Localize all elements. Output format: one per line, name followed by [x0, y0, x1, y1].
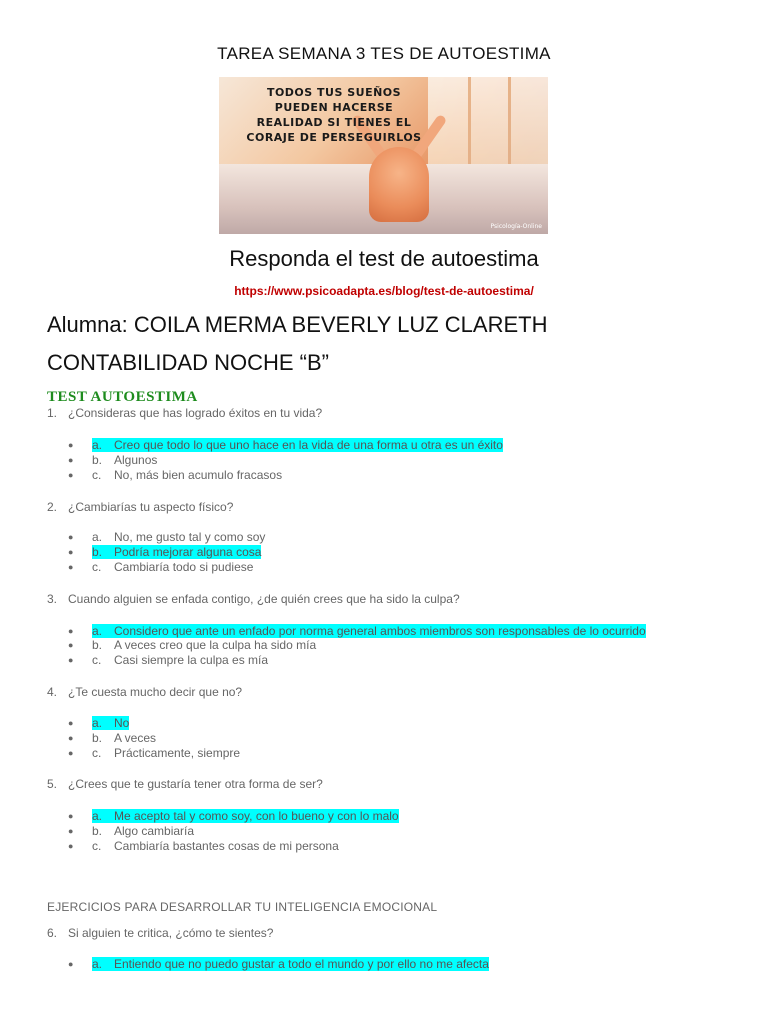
option-highlight [92, 624, 646, 638]
question-number: 2. [47, 500, 58, 514]
option-letter: a. [92, 957, 103, 971]
option-letter: a. [92, 809, 103, 823]
bullet-icon: ● [68, 470, 74, 480]
bullet-icon: ● [68, 547, 74, 557]
bullet-icon: ● [68, 655, 74, 665]
option-text: A veces [114, 731, 157, 745]
option-highlight [92, 438, 503, 452]
question-3 [47, 592, 460, 606]
bullet-icon: ● [68, 811, 74, 821]
bullet-icon: ● [68, 959, 74, 969]
question-number: 3. [47, 592, 58, 606]
option-3b [68, 638, 316, 653]
option-text: Considero que ante un enfado por norma general ambos miembros son responsables de lo ocurrido [114, 624, 646, 638]
question-text: ¿Consideras que has logrado éxitos en tu vida? [68, 406, 323, 420]
image-credit: Psicología-Online [490, 223, 542, 230]
document-title: TAREA SEMANA 3 TES DE AUTOESTIMA [217, 44, 551, 63]
option-text: Prácticamente, siempre [114, 746, 241, 760]
question-text: ¿Te cuesta mucho decir que no? [68, 685, 243, 699]
image-caption-line: PUEDEN HACERSE [274, 101, 394, 114]
option-6a [68, 957, 489, 972]
option-1c [68, 468, 282, 483]
option-text: Podría mejorar alguna cosa [114, 545, 262, 559]
bullet-icon: ● [68, 626, 74, 636]
option-2c [68, 560, 253, 575]
option-letter: a. [92, 438, 103, 452]
option-text: Cambiaría todo si pudiese [114, 560, 254, 574]
option-letter: c. [92, 468, 102, 482]
student-name: Alumna: COILA MERMA BEVERLY LUZ CLARETH [47, 312, 548, 337]
bullet-icon: ● [68, 733, 74, 743]
question-1 [47, 406, 322, 420]
option-4a [68, 716, 129, 731]
option-letter: b. [92, 453, 103, 467]
option-letter: b. [92, 731, 103, 745]
question-5 [47, 777, 323, 791]
option-2a [68, 530, 265, 545]
bullet-icon: ● [68, 455, 74, 465]
option-highlight [92, 957, 489, 971]
option-text: Algo cambiaría [114, 824, 195, 838]
option-text: Cambiaría bastantes cosas de mi persona [114, 839, 339, 853]
option-1b [68, 453, 157, 468]
bullet-icon: ● [68, 532, 74, 542]
section-title: TEST AUTOESTIMA [47, 389, 198, 405]
section-2-title: EJERCICIOS PARA DESARROLLAR TU INTELIGENCIA EMOCIONAL [47, 900, 438, 914]
bullet-icon: ● [68, 718, 74, 728]
question-6 [47, 926, 273, 940]
option-letter: c. [92, 839, 102, 853]
motivational-image [219, 77, 548, 234]
option-text: No, más bien acumulo fracasos [114, 468, 283, 482]
option-text: A veces creo que la culpa ha sido mía [114, 638, 317, 652]
option-text: Creo que todo lo que uno hace en la vida de una forma u otra es un éxito [114, 438, 503, 452]
option-highlight [92, 809, 399, 823]
option-letter: a. [92, 530, 103, 544]
question-number: 6. [47, 926, 58, 940]
question-2 [47, 500, 233, 514]
option-text: Me acepto tal y como soy, con lo bueno y con lo malo [114, 809, 399, 823]
question-number: 5. [47, 777, 58, 791]
option-text: Algunos [114, 453, 158, 467]
option-letter: b. [92, 824, 103, 838]
option-1a [68, 438, 503, 453]
option-3c [68, 653, 268, 668]
option-letter: c. [92, 560, 102, 574]
question-number: 1. [47, 406, 58, 420]
bullet-icon: ● [68, 826, 74, 836]
option-2b [68, 545, 261, 560]
question-number: 4. [47, 685, 58, 699]
bullet-icon: ● [68, 440, 74, 450]
subtitle: Responda el test de autoestima [229, 246, 539, 271]
image-caption-line: CORAJE DE PERSEGUIRLOS [246, 131, 422, 144]
option-letter: b. [92, 545, 103, 559]
option-text: No, me gusto tal y como soy [114, 530, 266, 544]
option-4c [68, 746, 240, 761]
option-5b [68, 824, 194, 839]
option-highlight [92, 545, 261, 559]
image-caption-line: TODOS TUS SUEÑOS [266, 86, 402, 99]
option-letter: b. [92, 638, 103, 652]
question-text: Cuando alguien se enfada contigo, ¿de quién crees que ha sido la culpa? [68, 592, 460, 606]
option-5c [68, 839, 339, 854]
option-text: Entiendo que no puedo gustar a todo el mundo y por ello no me afecta [114, 957, 489, 971]
option-letter: a. [92, 624, 103, 638]
option-letter: a. [92, 716, 103, 730]
option-highlight [92, 716, 129, 730]
option-letter: c. [92, 746, 102, 760]
option-4b [68, 731, 156, 746]
image-caption [219, 85, 449, 145]
person-figure [369, 147, 429, 222]
image-caption-line: REALIDAD SI TIENES EL [256, 116, 412, 129]
bullet-icon: ● [68, 841, 74, 851]
course-name: CONTABILIDAD NOCHE “B” [47, 350, 329, 375]
option-text: No [114, 716, 130, 730]
option-text: Casi siempre la culpa es mía [114, 653, 269, 667]
bullet-icon: ● [68, 748, 74, 758]
option-5a [68, 809, 399, 824]
question-text: ¿Cambiarías tu aspecto físico? [68, 500, 234, 514]
bullet-icon: ● [68, 562, 74, 572]
option-letter: c. [92, 653, 102, 667]
option-3a [68, 624, 646, 639]
question-4 [47, 685, 242, 699]
question-text: Si alguien te critica, ¿cómo te sientes? [68, 926, 274, 940]
question-text: ¿Crees que te gustaría tener otra forma de ser? [68, 777, 323, 791]
test-link[interactable]: https://www.psicoadapta.es/blog/test-de-autoestima/ [234, 284, 534, 298]
bullet-icon: ● [68, 640, 74, 650]
